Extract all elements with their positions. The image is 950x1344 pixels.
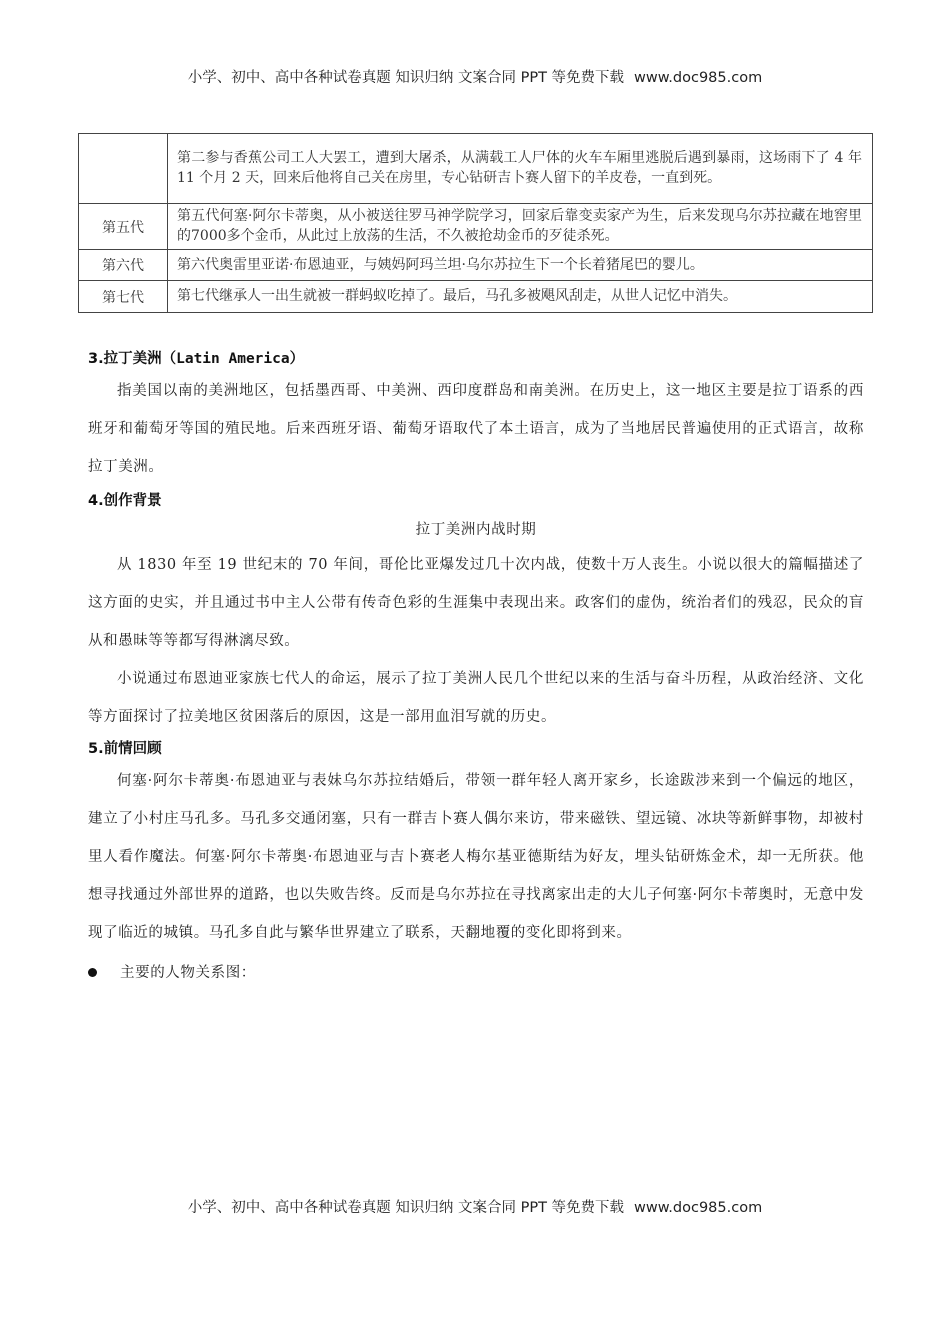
section-3-title-latin: Latin America [176,351,290,367]
header-text: 小学、初中、高中各种试卷真题 知识归纳 文案合同 PPT 等免费下载 [187,70,625,86]
footer-text: 小学、初中、高中各种试卷真题 知识归纳 文案合同 PPT 等免费下载 [187,1200,625,1216]
generation-cell: 第七代 [79,281,168,313]
table-row [79,281,873,313]
footer-url[interactable]: www.doc985.com [634,1200,763,1216]
section-3-title: 3.拉丁美洲（ [88,351,177,367]
section-3-paragraph: 指美国以南的美洲地区，包括墨西哥、中美洲、西印度群岛和南美洲。在历史上，这一地区主要是拉丁语系的西班牙和葡萄牙等国的殖民地。后来西班牙语、葡萄牙语取代了本土语言，成为了当地居民普遍使用的正式语言，故称拉丁美洲。 [88,383,864,475]
section-5-heading: 5.前情回顾 [88,741,162,757]
generation-cell: 第五代 [79,204,168,250]
generation-cell: 第六代 [79,250,168,281]
bullet-item [88,956,864,990]
description-cell: 第五代何塞·阿尔卡蒂奥，从小被送往罗马神学院学习，回家后靠变卖家产为生，后来发现乌尔苏拉藏在地窖里的7000多个金币，从此过上放荡的生活，不久被抢劫金币的歹徒杀死。 [168,204,873,250]
generation-cell [79,134,168,204]
bullet-dot-icon [88,968,97,977]
section-3-title-end: ） [289,351,305,367]
page-header [0,66,950,87]
page-footer [0,1196,950,1217]
table-row [79,134,873,204]
section-4-subtitle: 拉丁美洲内战时期 [415,522,537,538]
description-cell: 第六代奥雷里亚诺·布恩迪亚，与姨妈阿玛兰坦·乌尔苏拉生下一个长着猪尾巴的婴儿。 [168,250,873,281]
section-4-paragraph-1: 从 1830 年至 19 世纪末的 70 年间，哥伦比亚爆发过几十次内战，使数十万人丧生。小说以很大的篇幅描述了这方面的史实，并且通过书中主人公带有传奇色彩的生涯集中表现出来。政客们的虚伪，统治者们的残忍，民众的盲从和愚昧等等都写得淋漓尽致。 [88,557,864,649]
section-5-paragraph: 何塞·阿尔卡蒂奥·布恩迪亚与表妹乌尔苏拉结婚后，带领一群年轻人离开家乡，长途跋涉来到一个偏远的地区，建立了小村庄马孔多。马孔多交通闭塞，只有一群吉卜赛人偶尔来访，带来磁铁、望远镜、冰块等新鲜事物，却被村里人看作魔法。何塞·阿尔卡蒂奥·布恩迪亚与吉卜赛老人梅尔基亚德斯结为好友，埋头钻研炼金术，却一无所获。他想寻找通过外部世界的道路，也以失败告终。反而是乌尔苏拉在寻找离家出走的大儿子何塞·阿尔卡蒂奥时，无意中发现了临近的城镇。马孔多自此与繁华世界建立了联系，天翻地覆的变化即将到来。 [88,773,864,941]
table-row [79,250,873,281]
main-content [88,346,864,990]
description-cell: 第二参与香蕉公司工人大罢工，遭到大屠杀，从满载工人尸体的火车车厢里逃脱后遇到暴雨，这场雨下了 4 年 11 个月 2 天，回来后他将自己关在房里，专心钻研吉卜赛人留下的羊皮卷，一直到死。 [168,134,873,204]
section-4-heading: 4.创作背景 [88,493,162,509]
header-url[interactable]: www.doc985.com [634,70,763,86]
section-3-heading [88,346,864,372]
generations-table [78,133,873,313]
description-cell: 第七代继承人一出生就被一群蚂蚁吃掉了。最后，马孔多被飓风刮走，从世人记忆中消失。 [168,281,873,313]
bullet-text: 主要的人物关系图： [120,965,256,981]
section-4-paragraph-2: 小说通过布恩迪亚家族七代人的命运，展示了拉丁美洲人民几个世纪以来的生活与奋斗历程，从政治经济、文化等方面探讨了拉美地区贫困落后的原因，这是一部用血泪写就的历史。 [88,671,864,725]
table-row [79,204,873,250]
